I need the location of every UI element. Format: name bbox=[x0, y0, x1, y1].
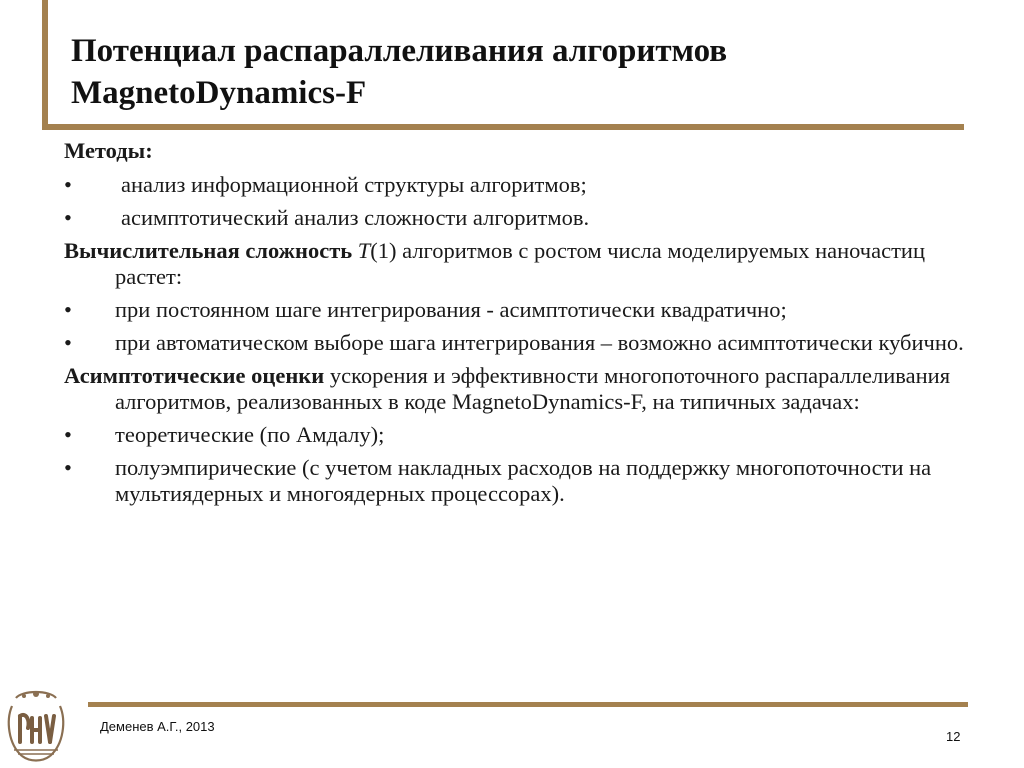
footer-author: Деменев А.Г., 2013 bbox=[100, 719, 215, 734]
bullet-icon: • bbox=[64, 297, 72, 322]
methods-heading: Методы: bbox=[64, 138, 153, 163]
page-number: 12 bbox=[946, 729, 961, 744]
estimate-item bbox=[64, 455, 964, 507]
complexity-bold-lead: Вычислительная сложность bbox=[64, 238, 353, 263]
slide-title-line-2: MagnetoDynamics-F bbox=[71, 75, 367, 111]
bullet-icon: • bbox=[64, 205, 72, 230]
methods-item-text: анализ информационной структуры алгоритмов; bbox=[121, 172, 587, 197]
slide-content bbox=[64, 138, 964, 514]
methods-item bbox=[64, 205, 964, 231]
estimate-item-text: полуэмпирические (с учетом накладных расходов на поддержку многопоточности на мультиядерных и многоядерных процессорах). bbox=[115, 455, 932, 506]
estimates-text: ускорения и эффективности многопоточного распараллеливания алгоритмов, реализованных в коде MagnetoDynamics-F, на типичных задачах: bbox=[115, 363, 951, 414]
bullet-icon: • bbox=[64, 330, 72, 355]
title-accent-vertical-line bbox=[42, 0, 48, 130]
title-accent-horizontal-line bbox=[42, 124, 964, 130]
bullet-icon: • bbox=[64, 172, 72, 197]
bullet-icon: • bbox=[64, 422, 72, 447]
complexity-item-text: при автоматическом выборе шага интегрирования – возможно асимптотически кубично. bbox=[115, 330, 964, 355]
complexity-text: (1) алгоритмов с ростом числа моделируемых наночастиц растет: bbox=[115, 238, 926, 289]
complexity-item-text: при постоянном шаге интегрирования - асимптотически квадратично; bbox=[115, 297, 787, 322]
slide-title-line-1: Потенциал распараллеливания алгоритмов bbox=[71, 33, 728, 69]
methods-item-text: асимптотический анализ сложности алгоритмов. bbox=[121, 205, 590, 230]
estimate-item bbox=[64, 422, 964, 448]
methods-item bbox=[64, 172, 964, 198]
university-monogram-logo-icon bbox=[2, 686, 70, 766]
estimates-bold-lead: Асимптотические оценки bbox=[64, 363, 325, 388]
estimate-item-text: теоретические (по Амдалу); bbox=[115, 422, 385, 447]
complexity-item bbox=[64, 330, 964, 356]
complexity-symbol: T bbox=[357, 238, 371, 263]
estimates-paragraph bbox=[64, 363, 964, 415]
slide-title bbox=[71, 30, 951, 114]
complexity-item bbox=[64, 297, 964, 323]
footer-divider-line bbox=[88, 702, 968, 707]
bullet-icon: • bbox=[64, 455, 72, 480]
complexity-paragraph bbox=[64, 238, 964, 290]
